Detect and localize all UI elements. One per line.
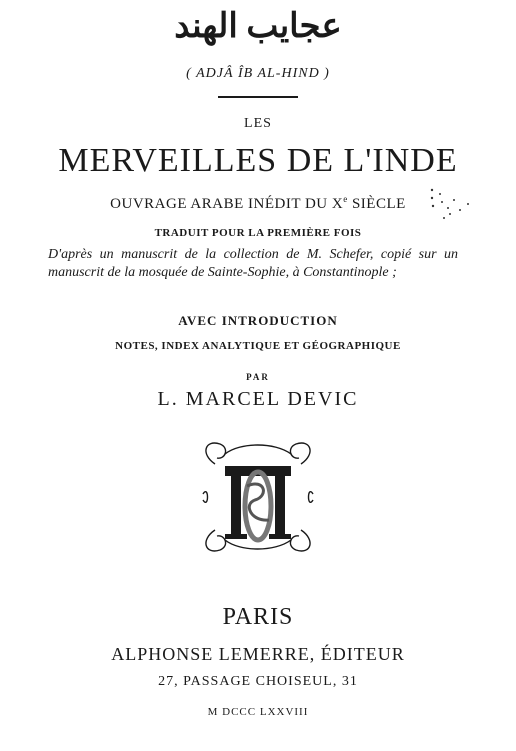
arabic-title: عجايب الهند [174, 8, 342, 45]
article-les: LES [244, 116, 272, 131]
margin-specks [420, 186, 480, 226]
publisher-monogram-emblem [195, 434, 321, 560]
publisher-address: 27, PASSAGE CHOISEUL, 31 [158, 674, 358, 689]
title-divider [218, 96, 298, 98]
subtitle-main: OUVRAGE ARABE INÉDIT DU X [110, 196, 344, 212]
subtitle-end: SIÈCLE [347, 196, 406, 212]
publication-city: PARIS [222, 604, 294, 630]
introduction-note: AVEC INTRODUCTION [178, 313, 338, 328]
subtitle-superscript: e [343, 194, 348, 204]
by-label: PAR [246, 372, 270, 382]
publication-year: M DCCC LXXVIII [207, 706, 309, 718]
notes-index-note: NOTES, INDEX ANALYTIQUE ET GÉOGRAPHIQUE [115, 340, 401, 352]
author-name: L. MARCEL DEVIC [157, 388, 359, 410]
translated-note: TRADUIT POUR LA PREMIÈRE FOIS [154, 227, 362, 239]
transliterated-title: ( ADJÂ ÎB AL-HIND ) [186, 66, 330, 81]
publisher-name: ALPHONSE LEMERRE, ÉDITEUR [111, 644, 405, 664]
main-title: MERVEILLES DE L'INDE [58, 142, 458, 179]
manuscript-source: D'après un manuscrit de la collection de M. Schefer, copié sur un manuscrit de la mosquée de Sainte-Sophie, à Constantinople ; [48, 247, 458, 280]
